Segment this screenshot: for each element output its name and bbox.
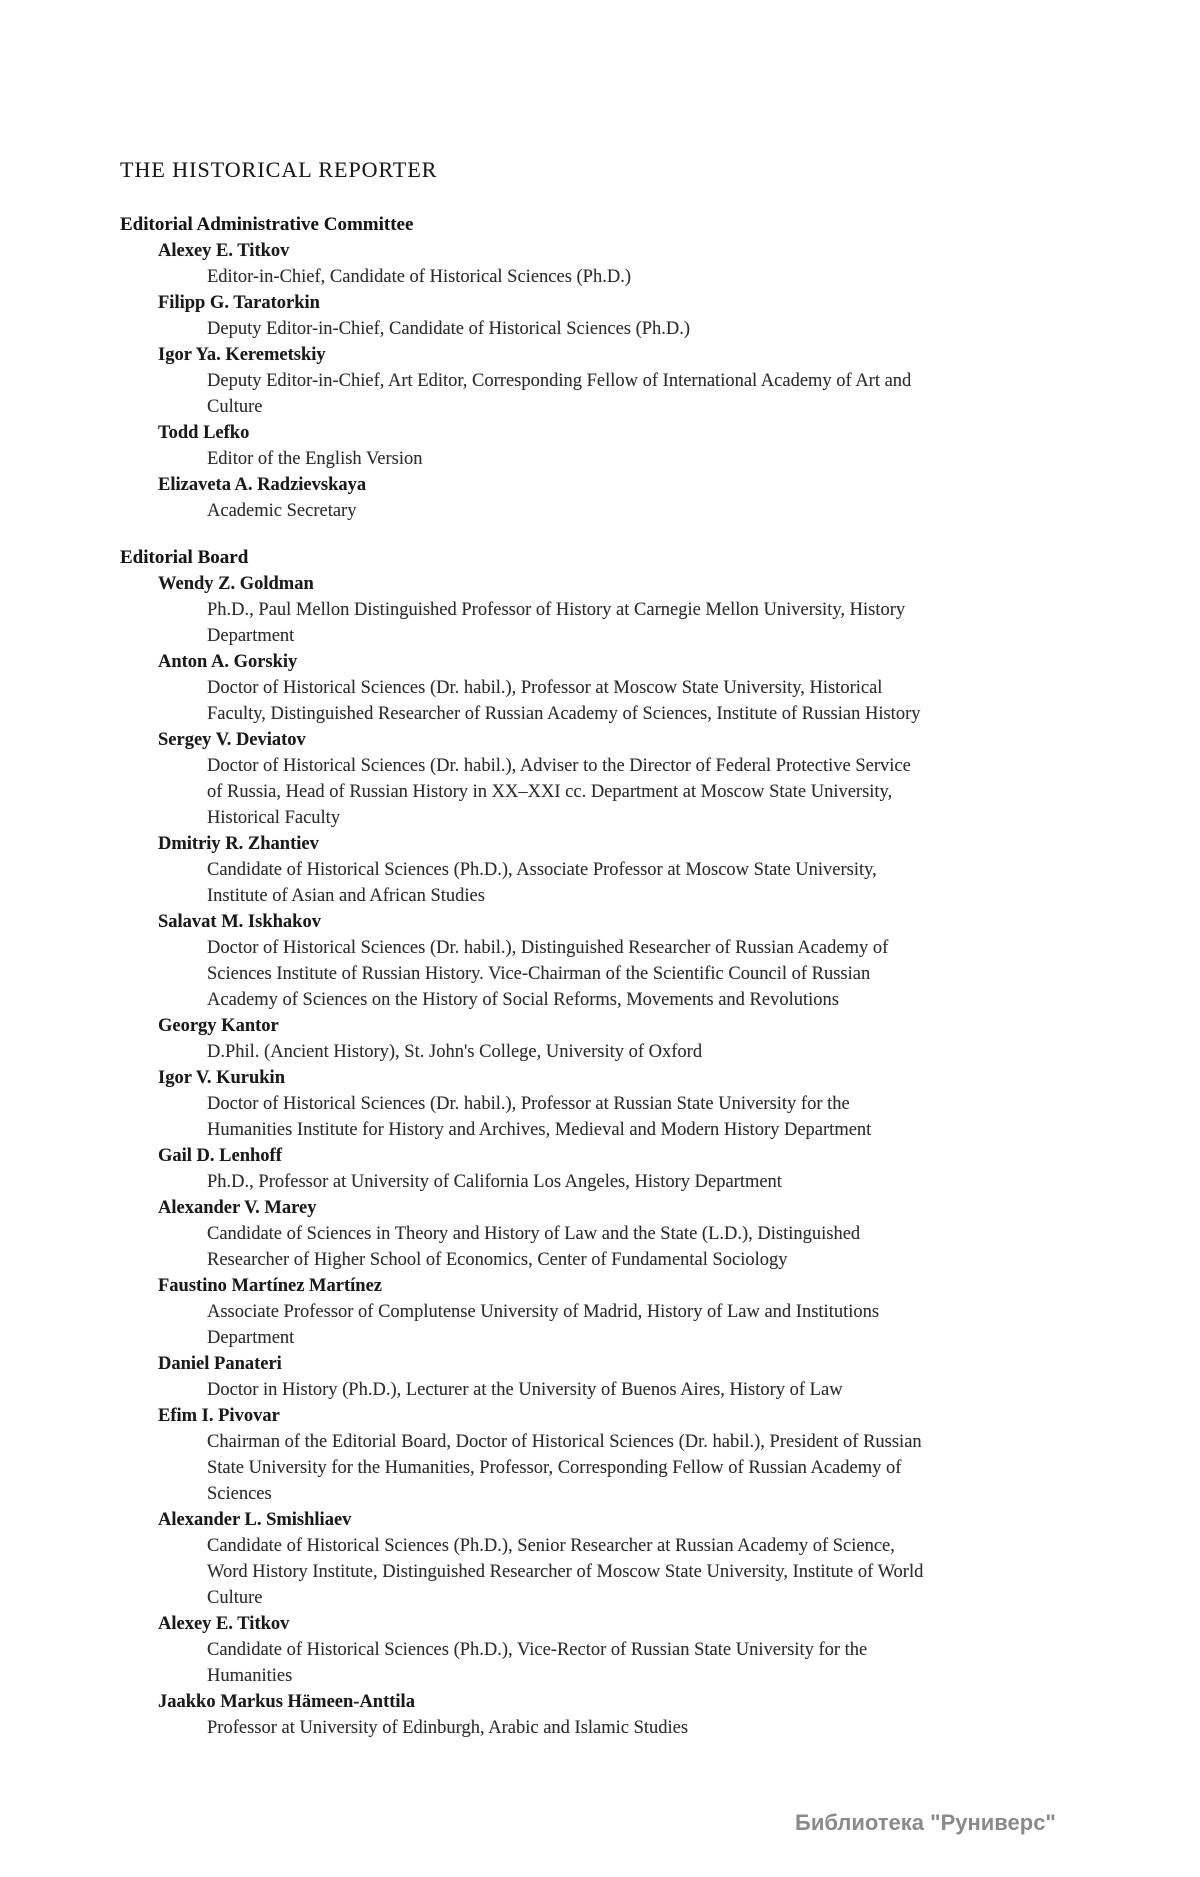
member-name: Sergey V. Deviatov: [158, 730, 306, 750]
member-name: Anton A. Gorskiy: [158, 652, 298, 672]
member-entry: [120, 909, 960, 1013]
member-entry: [120, 1013, 960, 1065]
member-name: Igor Ya. Keremetskiy: [158, 345, 326, 365]
member-entry: [120, 1351, 960, 1403]
member-name: Alexey E. Titkov: [158, 1614, 290, 1634]
member-role: Doctor in History (Ph.D.), Lecturer at the University of Buenos Aires, History of Law: [207, 1380, 843, 1400]
member-role: Doctor of Historical Sciences (Dr. habil.), Distinguished Researcher of Russian Academy of Sciences Institute of Russian History. Vice-Chairman of the Scientific Council of Russian Academy of Sciences on the History of Social Reforms, Movements and Revolutions: [207, 938, 889, 1010]
member-name: Salavat M. Iskhakov: [158, 912, 321, 932]
member-entry: [120, 1611, 960, 1689]
member-name: Filipp G. Taratorkin: [158, 293, 320, 313]
member-name: Faustino Martínez Martínez: [158, 1276, 382, 1296]
member-entry: [120, 290, 960, 342]
member-name: Alexander L. Smishliaev: [158, 1510, 352, 1530]
member-role: Doctor of Historical Sciences (Dr. habil.), Professor at Moscow State University, Historical Faculty, Distinguished Researcher of Russian Academy of Sciences, Institute of Russian History: [207, 678, 921, 724]
masthead-section: [120, 545, 960, 1741]
member-name: Todd Lefko: [158, 423, 250, 443]
member-name: Jaakko Markus Hämeen-Anttila: [158, 1692, 415, 1712]
member-role: Doctor of Historical Sciences (Dr. habil.), Adviser to the Director of Federal Protective Service of Russia, Head of Russian History in XX–XXI cc. Department at Moscow State University, Historical Faculty: [207, 756, 911, 828]
member-entry: [120, 1689, 960, 1741]
member-role: Candidate of Historical Sciences (Ph.D.), Associate Professor at Moscow State University, Institute of Asian and African Studies: [207, 860, 877, 906]
journal-title: THE HISTORICAL REPORTER: [120, 157, 438, 182]
member-name: Efim I. Pivovar: [158, 1406, 280, 1426]
member-entry: [120, 238, 960, 290]
member-role: Editor-in-Chief, Candidate of Historical Sciences (Ph.D.): [207, 267, 631, 287]
member-role: Candidate of Historical Sciences (Ph.D.), Senior Researcher at Russian Academy of Science, Word History Institute, Distinguished Researcher of Moscow State University, Institute of World Culture: [207, 1536, 924, 1608]
member-name: Elizaveta A. Radzievskaya: [158, 475, 367, 495]
member-entry: [120, 472, 960, 524]
member-entry: [120, 1403, 960, 1507]
member-name: Wendy Z. Goldman: [158, 574, 314, 594]
member-entry: [120, 1195, 960, 1273]
masthead-section: [120, 212, 960, 524]
member-role: Ph.D., Professor at University of California Los Angeles, History Department: [207, 1172, 782, 1192]
member-name: Georgy Kantor: [158, 1016, 279, 1036]
member-role: Associate Professor of Complutense University of Madrid, History of Law and Institutions Department: [207, 1302, 880, 1348]
member-role: Chairman of the Editorial Board, Doctor of Historical Sciences (Dr. habil.), President of Russian State University for the Humanities, Professor, Corresponding Fellow of Russian Academy of Sciences: [207, 1432, 922, 1504]
member-entry: [120, 342, 960, 420]
member-entry: [120, 420, 960, 472]
member-role: Academic Secretary: [207, 501, 357, 521]
member-role: Doctor of Historical Sciences (Dr. habil.), Professor at Russian State University for the Humanities Institute for History and Archives, Medieval and Modern History Department: [207, 1094, 872, 1140]
member-role: Editor of the English Version: [207, 449, 423, 469]
member-name: Alexander V. Marey: [158, 1198, 317, 1218]
library-watermark: Библиотека "Руниверс": [795, 1810, 1056, 1835]
member-role: Deputy Editor-in-Chief, Art Editor, Corresponding Fellow of International Academy of Art and Culture: [207, 371, 912, 417]
section-heading: Editorial Board: [120, 547, 249, 568]
member-entry: [120, 649, 960, 727]
member-entry: [120, 571, 960, 649]
member-role: Professor at University of Edinburgh, Arabic and Islamic Studies: [207, 1718, 689, 1738]
member-role: Candidate of Historical Sciences (Ph.D.), Vice-Rector of Russian State University for the Humanities: [207, 1640, 868, 1686]
member-entry: [120, 727, 960, 831]
member-entry: [120, 1273, 960, 1351]
member-name: Igor V. Kurukin: [158, 1068, 285, 1088]
member-name: Gail D. Lenhoff: [158, 1146, 282, 1166]
member-name: Alexey E. Titkov: [158, 241, 290, 261]
member-role: Candidate of Sciences in Theory and History of Law and the State (L.D.), Distinguished Researcher of Higher School of Economics, Center of Fundamental Sociology: [207, 1224, 861, 1270]
masthead-sections: [120, 212, 960, 1741]
member-name: Dmitriy R. Zhantiev: [158, 834, 319, 854]
member-entry: [120, 1143, 960, 1195]
member-name: Daniel Panateri: [158, 1354, 282, 1374]
member-role: Deputy Editor-in-Chief, Candidate of Historical Sciences (Ph.D.): [207, 319, 691, 339]
member-role: Ph.D., Paul Mellon Distinguished Professor of History at Carnegie Mellon University, History Department: [207, 600, 906, 646]
section-heading: Editorial Administrative Committee: [120, 214, 414, 235]
page-content: [120, 157, 960, 1741]
member-entry: [120, 1507, 960, 1611]
member-entry: [120, 831, 960, 909]
member-role: D.Phil. (Ancient History), St. John's College, University of Oxford: [207, 1042, 703, 1062]
member-entry: [120, 1065, 960, 1143]
